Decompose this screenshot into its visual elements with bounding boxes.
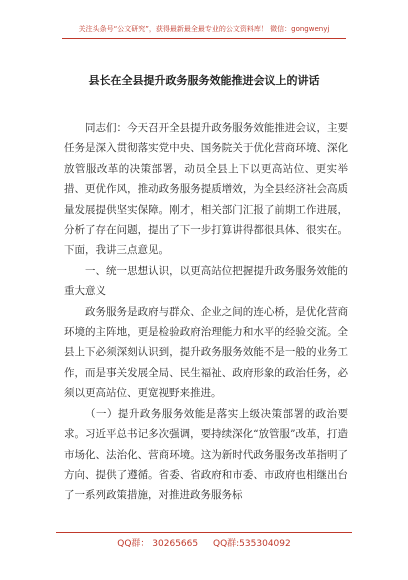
paragraph-opening: 同志们：今天召开全县提升政务服务效能推进会议，主要任务是深入贯彻落实党中央、国务院关于优化营商环境、深化放管服改革的决策部署，动员全县上下以更高站位、更实举措、更优作风，推动政务服务提质增效，为全县经济社会高质量发展提供坚实保障。刚才，相关部门汇报了前期工作进展，分析了存在问题，提出了下一步打算讲得都很具体、很实在。下面，我讲三点意见。 — [64, 122, 348, 257]
document-title: 县长在全县提升政务服务效能推进会议上的讲话 — [88, 74, 320, 87]
header-divider — [62, 38, 346, 39]
footer-qq-group-1: QQ群： 30265665 — [117, 539, 199, 549]
paragraph-subsection-1: （一）提升政务服务效能是落实上级决策部署的政治要求。习近平总书记多次强调，要持续深化“放管服”改革，打造市场化、法治化、营商环境。这为新时代政务服务改革指明了方向、提供了遵循。省委、省政府和市委、市政府也相继出台了一系列政策措施，对推进政务服务标 — [64, 407, 348, 502]
footer-qq-group-2: QQ群:535304092 — [212, 539, 291, 549]
footer-divider — [56, 532, 352, 533]
header-notice: 关注头条号“公文研究”，获得最新最全最专业的公文资料库！ 微信：gongwenyj — [78, 25, 330, 33]
paragraph-section-1: 政务服务是政府与群众、企业之间的连心桥，是优化营商环境的主阵地，更是检验政府治理能力和水平的经验交流。全县上下必须深刻认识到，提升政务服务效能不是一般的业务工作，而是事关发展全局、民生福祉、政府形象的政治任务，必须以更高站位、更宽视野来推进。 — [64, 305, 348, 400]
section-heading-1: 一、统一思想认识，以更高站位把握提升政务服务效能的重大意义 — [64, 264, 348, 298]
document-body — [64, 118, 348, 506]
footer-contact — [0, 536, 408, 549]
